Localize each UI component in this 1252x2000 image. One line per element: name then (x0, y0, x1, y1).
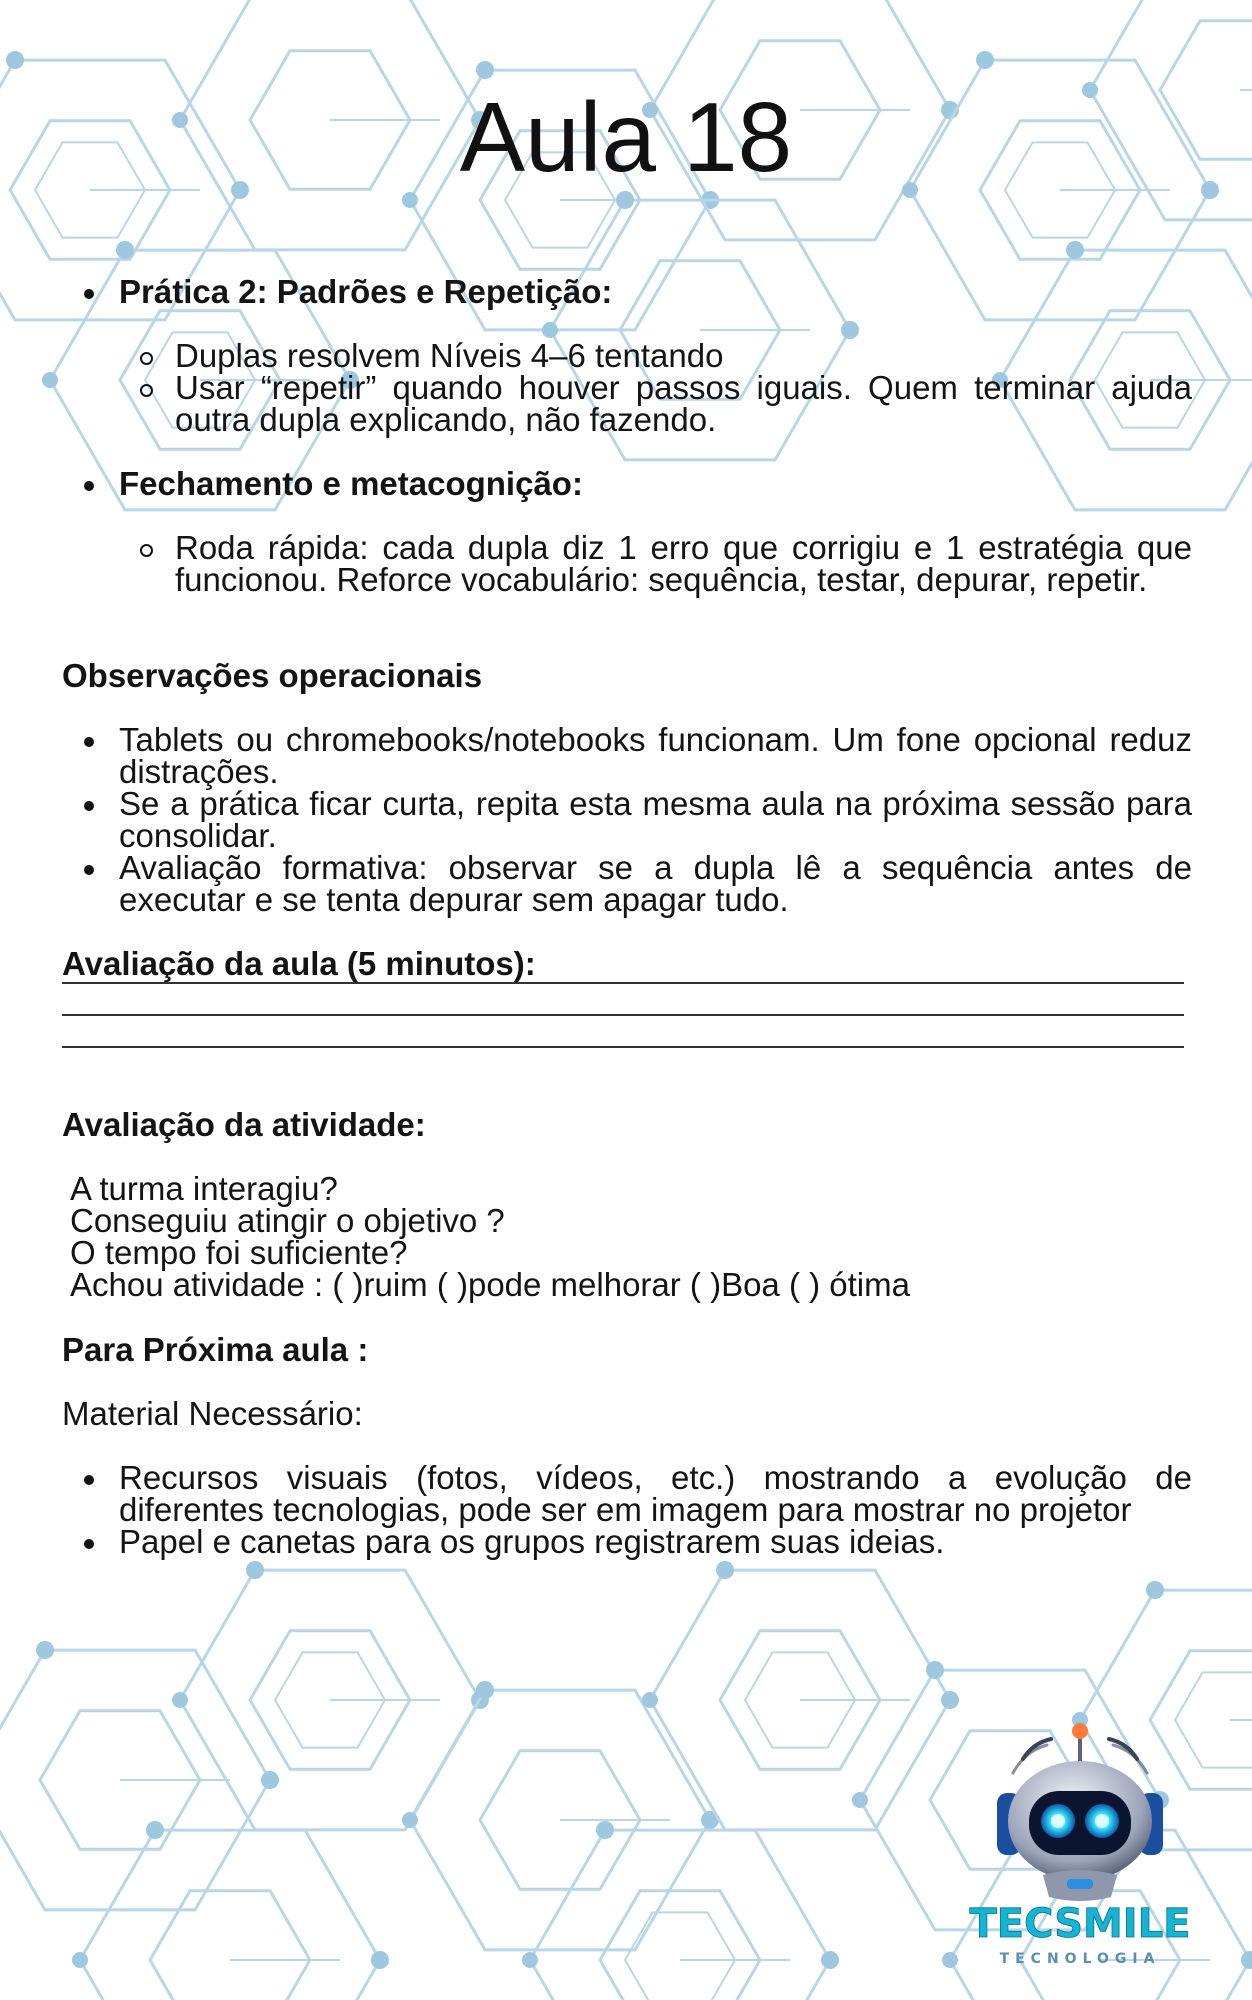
list-item: Papel e canetas para os grupos registrarem suas ideias. (62, 1526, 1192, 1558)
logo-tagline: TECNOLOGIA (999, 1951, 1161, 1967)
list-item: Se a prática ficar curta, repita esta mesma aula na próxima sessão para consolidar. (62, 788, 1192, 852)
fechamento-heading: Fechamento e metacognição: (62, 468, 1192, 500)
page-title: Aula 18 (459, 82, 793, 192)
section-proxima-aula (62, 1331, 1192, 1560)
answer-line (62, 1046, 1184, 1048)
list-item: Roda rápida: cada dupla diz 1 erro que corrigiu e 1 estratégia que funcionou. Reforce vocabulário: sequência, testar, depurar, repetir. (62, 532, 1192, 596)
list-item: Duplas resolvem Níveis 4–6 tentando (62, 340, 1192, 372)
robot-icon (997, 1723, 1163, 1901)
list-item: Tablets ou chromebooks/notebooks funcionam. Um fone opcional reduz distrações. (62, 724, 1192, 788)
tecsmile-logo (955, 1715, 1205, 1975)
section-pratica (62, 273, 1192, 438)
avaliacao-atividade-heading: Avaliação da atividade: (62, 1106, 426, 1143)
question-line: Achou atividade : ( )ruim ( )pode melhorar ( )Boa ( ) ótima (70, 1266, 910, 1303)
logo-brand: TECSMILE (969, 1901, 1191, 1947)
pratica-heading: Prática 2: Padrões e Repetição: (62, 276, 1192, 308)
section-avaliacao-aula (62, 945, 1192, 1048)
avaliacao-aula-heading: Avaliação da aula (5 minutos): (62, 945, 536, 982)
answer-line (62, 982, 1184, 984)
list-item: Recursos visuais (fotos, vídeos, etc.) mostrando a evolução de diferentes tecnologias, pode ser em imagem para mostrar no projetor (62, 1462, 1192, 1526)
question-line: O tempo foi suficiente? (70, 1234, 408, 1271)
material-label: Material Necessário: (62, 1395, 363, 1432)
answer-line (62, 1014, 1184, 1016)
question-line: Conseguiu atingir o objetivo ? (70, 1202, 505, 1239)
list-item: Avaliação formativa: observar se a dupla lê a sequência antes de executar e se tenta depurar sem apagar tudo. (62, 852, 1192, 916)
section-fechamento (62, 465, 1192, 598)
observacoes-heading: Observações operacionais (62, 657, 483, 694)
proxima-heading: Para Próxima aula : (62, 1331, 369, 1368)
section-observacoes (62, 657, 1192, 918)
list-item: Usar “repetir” quando houver passos iguais. Quem terminar ajuda outra dupla explicando, não fazendo. (62, 372, 1192, 436)
section-avaliacao-atividade (62, 1106, 1192, 1303)
question-line: A turma interagiu? (70, 1170, 338, 1207)
